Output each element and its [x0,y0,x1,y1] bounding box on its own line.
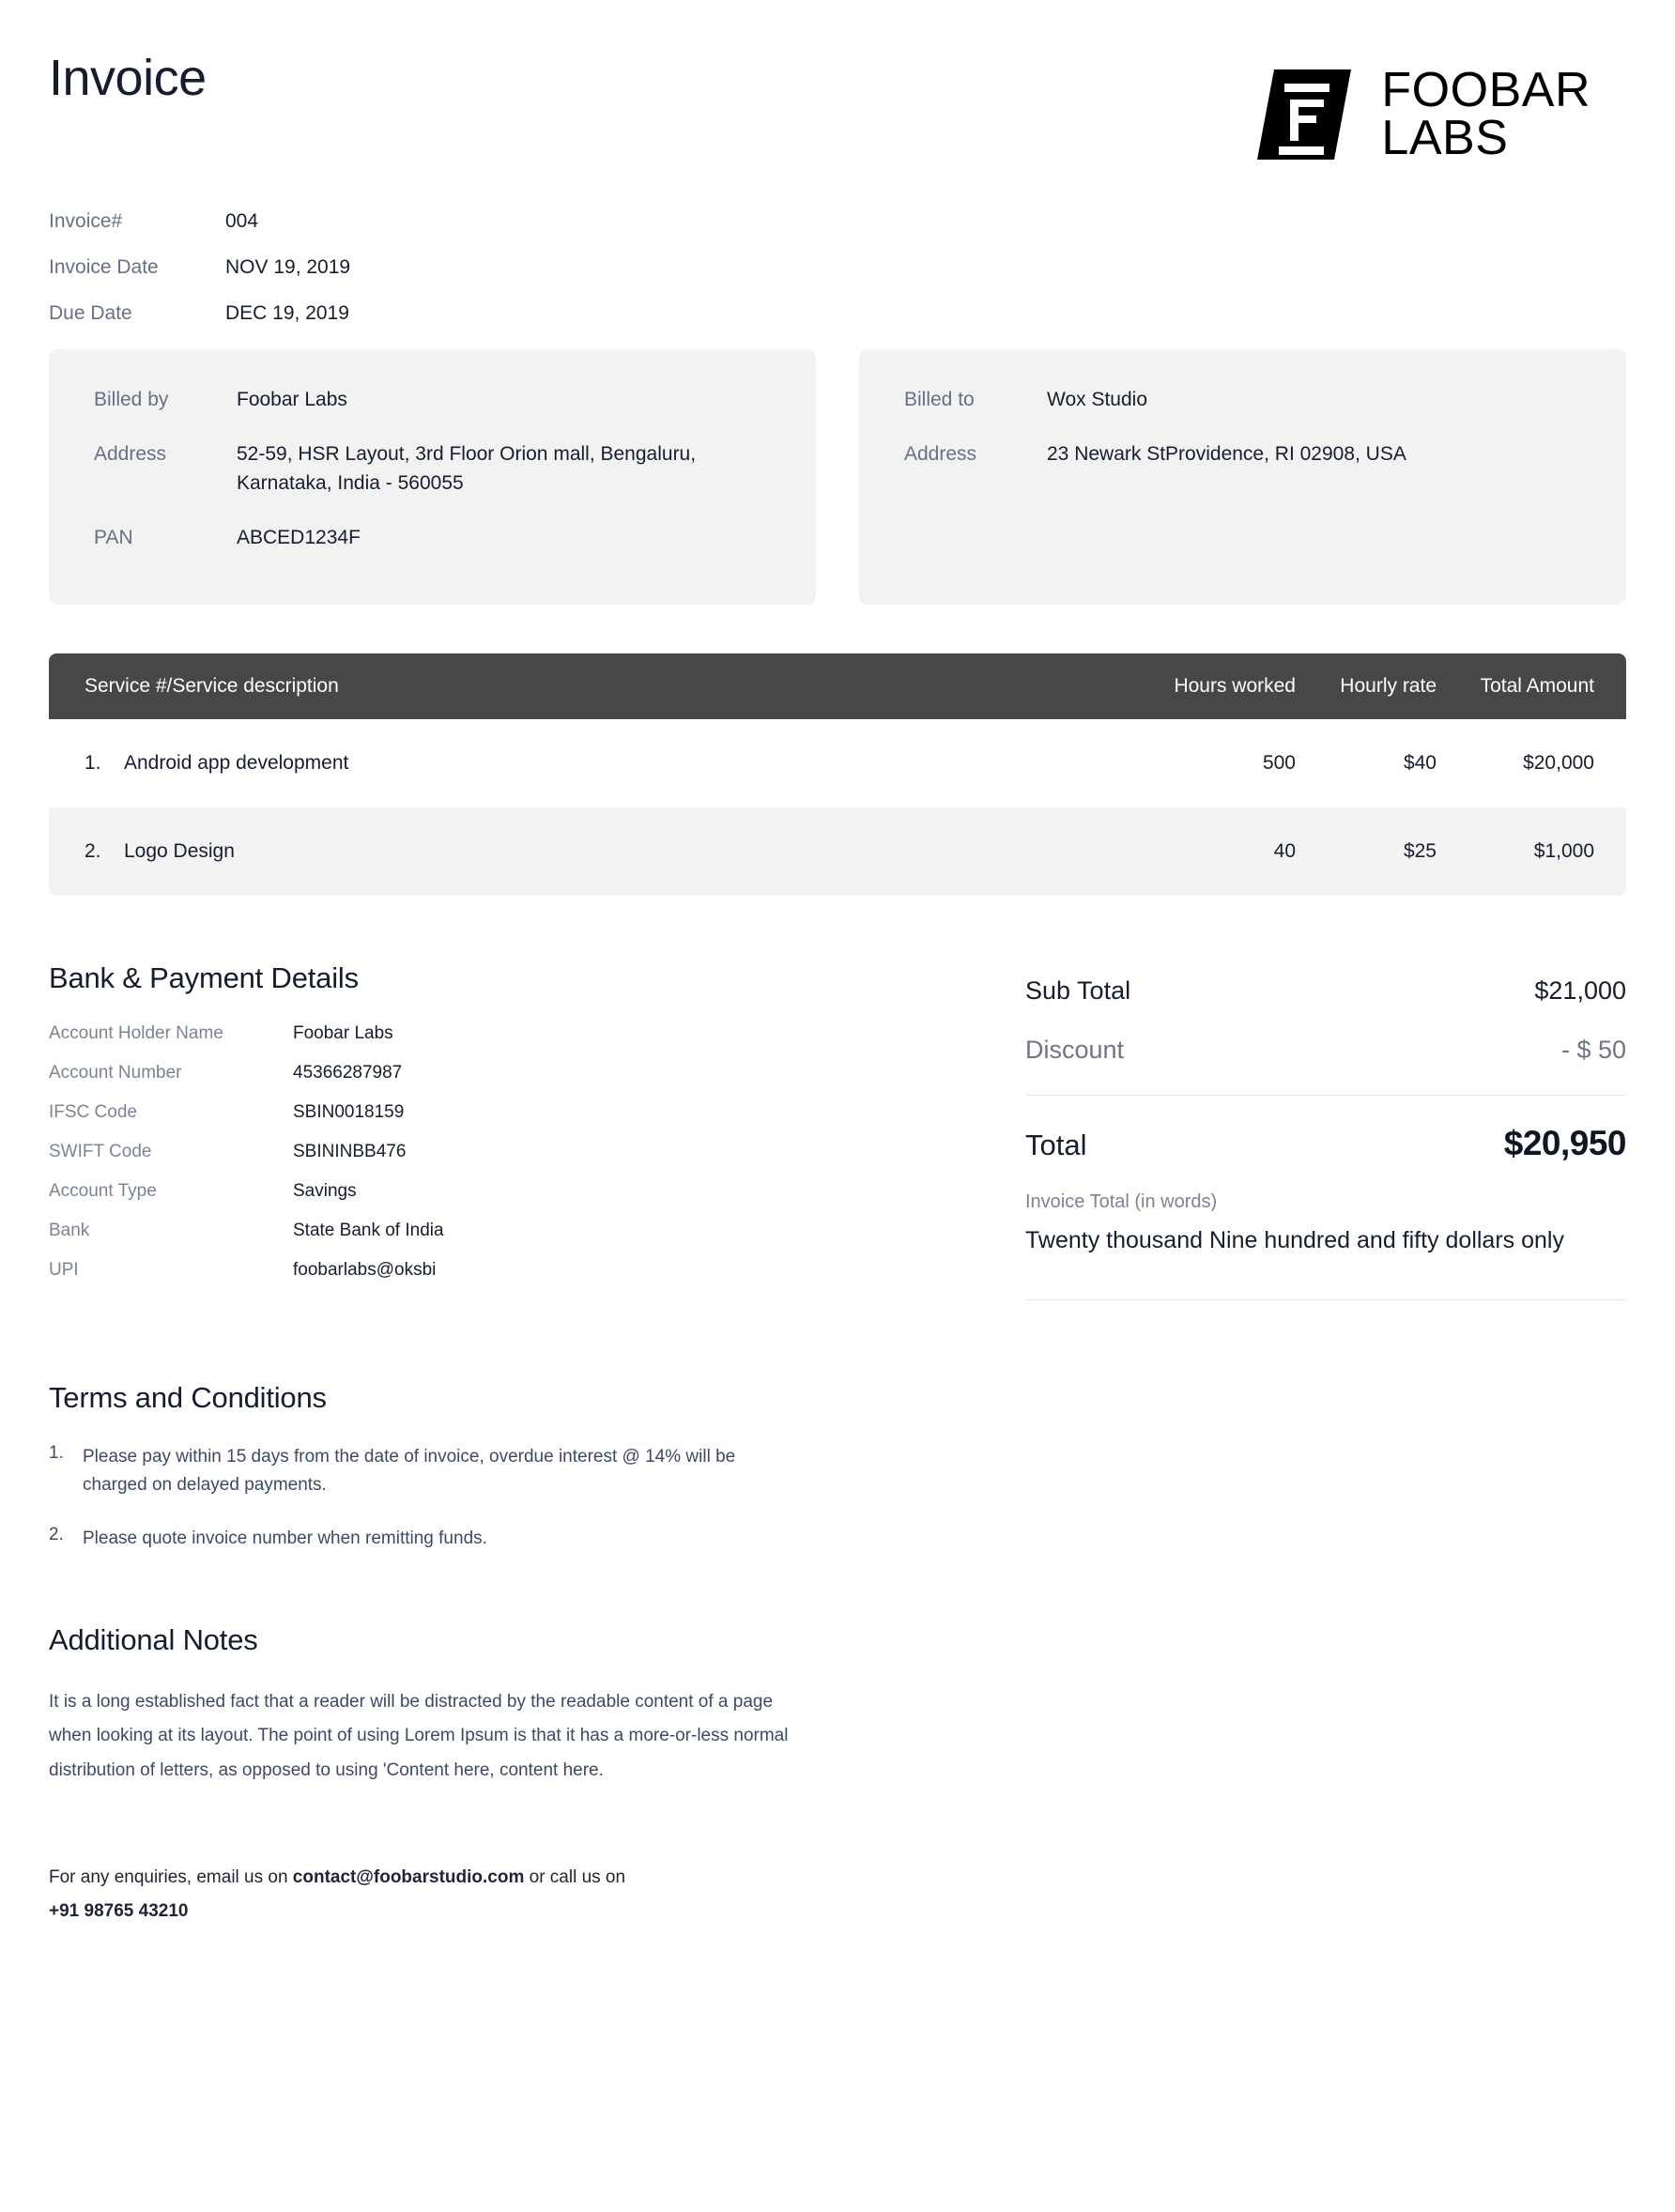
cell-rate: $40 [1403,752,1437,774]
additional-notes-text: It is a long established fact that a reader will be distracted by the readable content of a page when looking at its layout. The point of using Lorem Ipsum is that it has a more-or-less normal distribution of letters, as opposed to using 'Content here, content here. [49,1691,789,1780]
table-row [49,807,1626,896]
term-text: Please pay within 15 days from the date of invoice, overdue interest @ 14% will be charged on delayed payments. [83,1446,736,1496]
bank-value: Savings [293,1181,357,1201]
billed-by-address-row [94,439,771,499]
cell-hours: 40 [1273,840,1296,862]
service-description: Android app development [124,752,349,774]
discount-row [1025,1036,1626,1065]
meta-row-due-date [49,302,1626,325]
bank-value: 45366287987 [293,1063,403,1083]
cell-total: $20,000 [1523,752,1594,774]
bank-label: Bank [49,1221,90,1240]
service-description: Logo Design [124,840,235,862]
column-header-description: Service #/Service description [85,675,339,697]
terms-list [49,1443,1626,1554]
terms-section [49,1381,1626,1554]
footer-contact [49,1861,819,1928]
bank-label: SWIFT Code [49,1142,152,1161]
cell-hours: 500 [1262,752,1296,774]
meta-row-invoice-date [49,256,1626,279]
meta-label: Due Date [49,302,132,324]
sub-total-label: Sub Total [1025,976,1131,1005]
cell-description [85,840,1136,863]
brand-line-2: LABS [1381,111,1509,165]
foobar-f-logo-icon [1252,62,1357,167]
billed-to-card [859,349,1626,605]
bank-row-ifsc-code [49,1102,931,1123]
billed-by-value: Foobar Labs [237,389,347,410]
totals-divider [1025,1095,1626,1096]
brand-line-1: FOOBAR [1381,63,1590,118]
footer-email[interactable]: contact@foobarstudio.com [292,1867,525,1888]
grand-total-value: $20,950 [1503,1124,1626,1162]
billed-by-pan-row [94,523,771,553]
meta-row-invoice-number [49,210,1626,233]
bank-row-account-holder-name [49,1023,931,1044]
totals-column [1025,961,1626,1300]
bank-value: SBININBB476 [293,1142,407,1161]
billed-to-address-label: Address [904,442,977,465]
bank-label: Account Holder Name [49,1023,223,1043]
billing-section [49,349,1626,605]
bank-row-swift-code [49,1142,931,1162]
bank-row-account-type [49,1181,931,1202]
totals-bottom-divider [1025,1299,1626,1300]
term-index: 2. [49,1525,64,1545]
footer-middle: or call us on [524,1867,626,1888]
cell-rate: $25 [1403,840,1437,862]
billed-by-label: Billed by [94,389,169,410]
discount-value: - $ 50 [1560,1036,1626,1064]
billed-by-card [49,349,816,605]
column-header-rate: Hourly rate [1340,675,1437,697]
grand-total-label: Total [1025,1129,1087,1161]
bank-details-title: Bank & Payment Details [49,961,359,994]
footer-phone[interactable]: +91 98765 43210 [49,1901,189,1922]
bank-value: foobarlabs@oksbi [293,1260,437,1280]
row-index: 1. [85,752,101,774]
meta-label: Invoice Date [49,256,159,278]
cell-total: $1,000 [1533,840,1594,862]
lower-section [49,961,1626,1300]
column-header-hours: Hours worked [1174,675,1296,697]
meta-value: DEC 19, 2019 [225,302,349,324]
bank-label: Account Number [49,1063,182,1083]
additional-notes-title: Additional Notes [49,1622,258,1656]
additional-notes-section [49,1623,1626,1788]
bank-row-account-number [49,1063,931,1083]
meta-value: NOV 19, 2019 [225,256,351,278]
term-index: 1. [49,1442,64,1463]
billed-to-address-value: 23 Newark StProvidence, RI 02908, USA [1047,442,1406,465]
bank-row-bank [49,1221,931,1241]
sub-total-row [1025,976,1626,1006]
billed-by-pan-value: ABCED1234F [237,526,361,548]
table-row [49,719,1626,807]
sub-total-value: $21,000 [1534,976,1626,1005]
footer-prefix: For any enquiries, email us on [49,1867,293,1888]
billed-to-label: Billed to [904,389,975,410]
grand-total-row [1025,1124,1626,1163]
bank-value: State Bank of India [293,1221,444,1240]
meta-value: 004 [225,210,259,232]
bank-label: UPI [49,1260,79,1280]
cell-description [85,752,1136,775]
billed-to-address-row [904,439,1581,469]
terms-title: Terms and Conditions [49,1380,327,1414]
billed-by-name-row [94,385,771,415]
brand-logo [1252,62,1590,167]
bank-label: Account Type [49,1181,157,1201]
bank-value: Foobar Labs [293,1023,393,1043]
term-text: Please quote invoice number when remitting funds. [83,1528,487,1549]
table-header-row [49,653,1626,719]
billed-by-address-label: Address [94,442,167,465]
bank-row-upi [49,1260,931,1281]
line-items-table [49,653,1626,896]
billed-to-value: Wox Studio [1047,389,1147,410]
bank-details-column [49,961,931,1300]
billed-to-name-row [904,385,1581,415]
bank-label: IFSC Code [49,1102,137,1122]
discount-label: Discount [1025,1036,1125,1064]
billed-by-address-value: 52-59, HSR Layout, 3rd Floor Orion mall, Bengaluru, Karnataka, India - 560055 [237,442,697,494]
bank-value: SBIN0018159 [293,1102,405,1122]
invoice-header [49,45,1626,167]
list-item [49,1443,800,1501]
list-item [49,1525,800,1554]
billed-by-pan-label: PAN [94,526,133,548]
brand-wordmark [1381,63,1590,165]
invoice-total-words-label: Invoice Total (in words) [1025,1191,1218,1212]
invoice-meta [49,210,1626,325]
column-header-total: Total Amount [1480,675,1594,697]
page-title: Invoice [49,50,207,106]
invoice-total-words-value: Twenty thousand Nine hundred and fifty dollars only [1025,1227,1564,1253]
meta-label: Invoice# [49,210,123,232]
row-index: 2. [85,840,101,862]
